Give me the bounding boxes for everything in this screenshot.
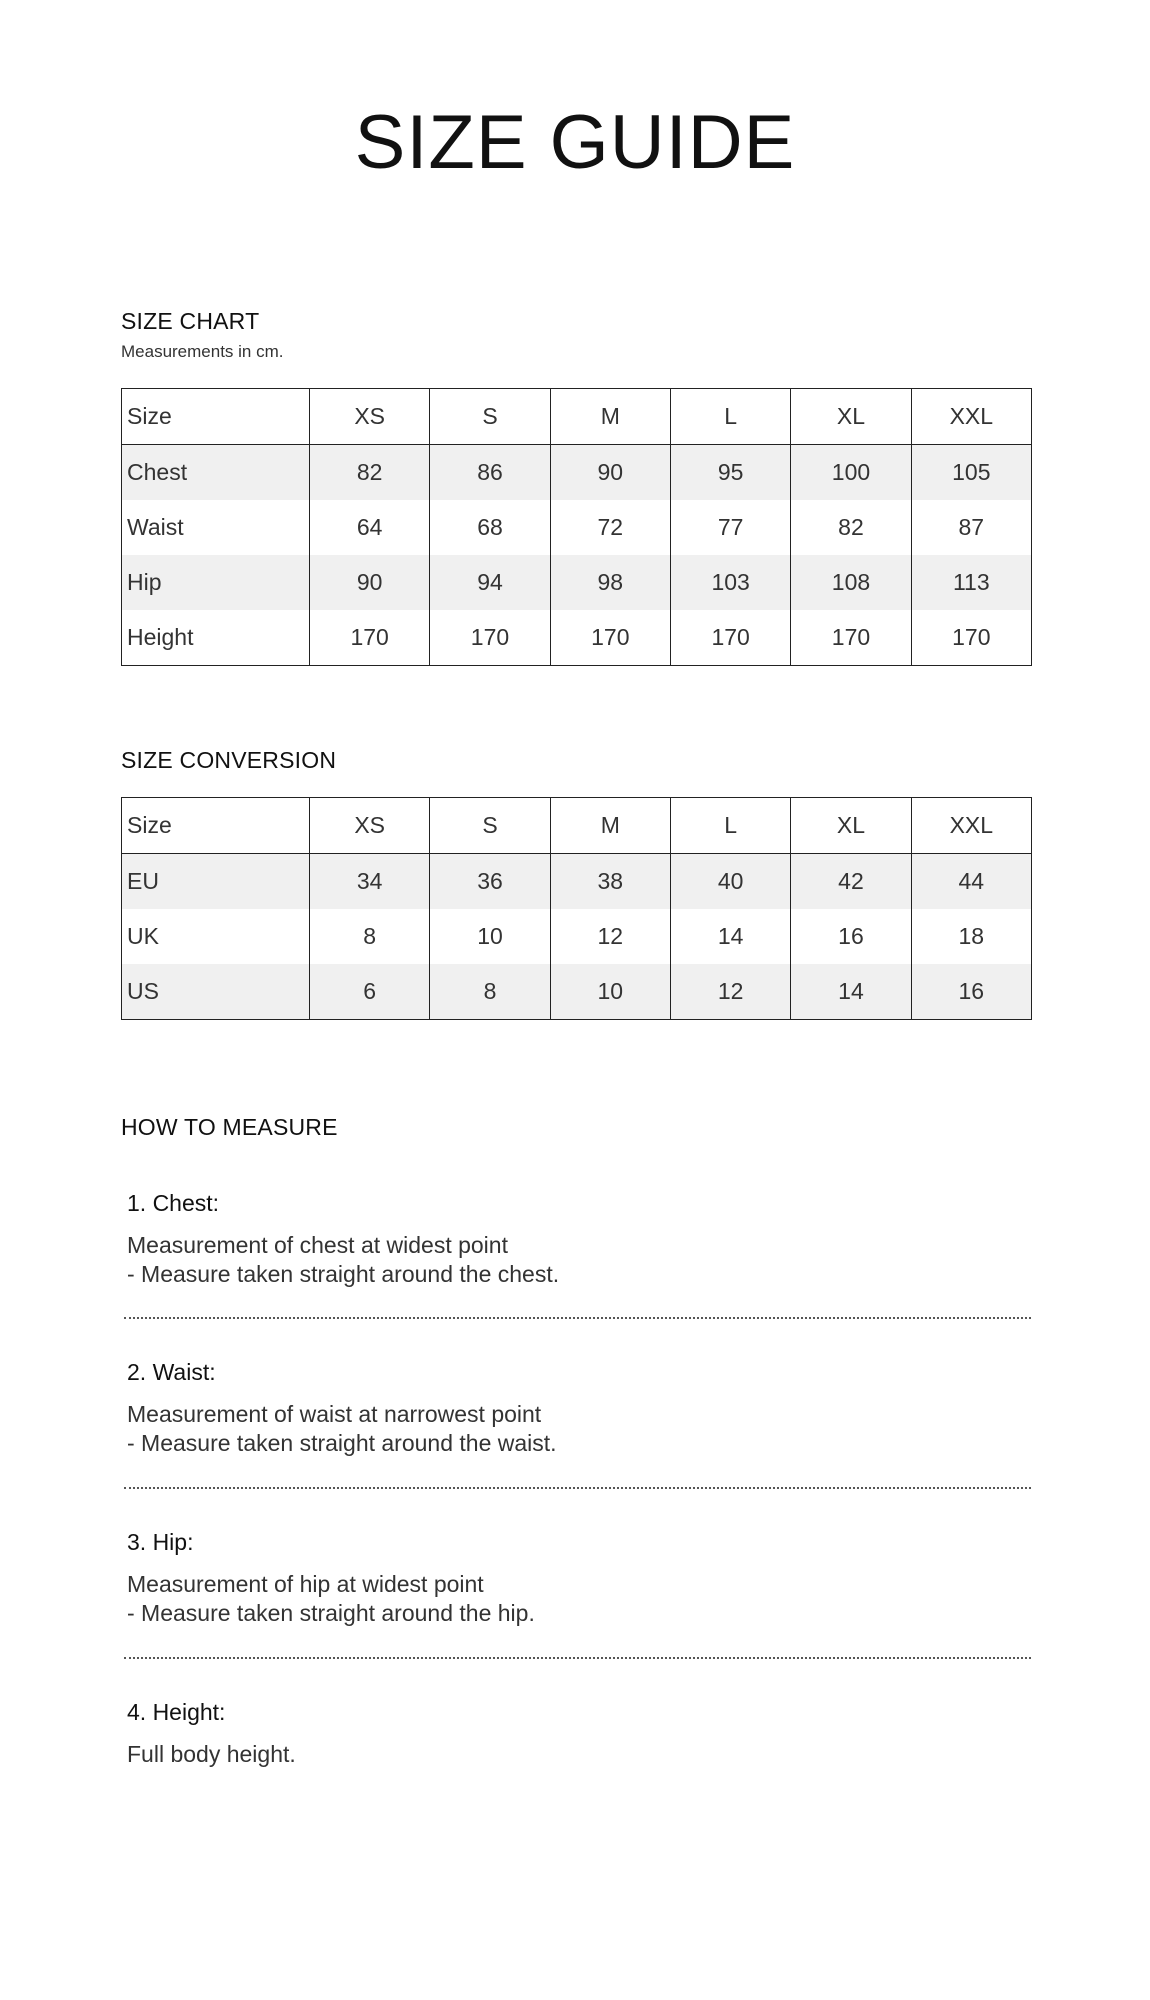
row-label: Height: [122, 610, 310, 666]
size-chart-units: Measurements in cm.: [121, 342, 284, 361]
table-cell: 94: [430, 555, 550, 610]
header-cell: S: [430, 798, 550, 854]
table-cell: 72: [550, 500, 670, 555]
measure-item-hip: [127, 1529, 1033, 1628]
row-label: US: [122, 964, 310, 1020]
table-cell: 64: [310, 500, 430, 555]
table-cell: 170: [670, 610, 790, 666]
measure-description: Measurement of waist at narrowest point: [127, 1401, 542, 1427]
table-cell: 95: [670, 445, 790, 501]
measure-item-waist: [127, 1359, 1033, 1458]
table-cell: 100: [791, 445, 911, 501]
size-chart-title: SIZE CHART: [121, 308, 260, 334]
table-cell: 36: [430, 854, 550, 910]
header-cell: XXL: [911, 798, 1031, 854]
table-cell: 90: [550, 445, 670, 501]
table-cell: 6: [310, 964, 430, 1020]
table-cell: 44: [911, 854, 1031, 910]
header-cell: XL: [791, 798, 911, 854]
table-cell: 90: [310, 555, 430, 610]
table-header-row: [122, 798, 1032, 854]
table-row: [122, 555, 1032, 610]
table-cell: 16: [911, 964, 1031, 1020]
table-cell: 82: [310, 445, 430, 501]
table-cell: 98: [550, 555, 670, 610]
table-row: [122, 610, 1032, 666]
header-cell: XXL: [911, 389, 1031, 445]
measure-description: Measurement of chest at widest point: [127, 1232, 508, 1258]
table-cell: 86: [430, 445, 550, 501]
header-cell: Size: [122, 798, 310, 854]
table-cell: 10: [430, 909, 550, 964]
table-cell: 42: [791, 854, 911, 910]
header-cell: XS: [310, 389, 430, 445]
measure-note: - Measure taken straight around the hip.: [127, 1600, 535, 1626]
table-cell: 14: [791, 964, 911, 1020]
table-cell: 113: [911, 555, 1031, 610]
table-header-row: [122, 389, 1032, 445]
measure-heading: 1. Chest:: [127, 1190, 220, 1216]
header-cell: XS: [310, 798, 430, 854]
table-cell: 77: [670, 500, 790, 555]
size-conversion-title: SIZE CONVERSION: [121, 747, 337, 773]
header-cell: L: [670, 798, 790, 854]
measure-heading: 4. Height:: [127, 1699, 226, 1725]
table-cell: 40: [670, 854, 790, 910]
measure-heading: 2. Waist:: [127, 1359, 216, 1385]
table-cell: 18: [911, 909, 1031, 964]
measure-description: Measurement of hip at widest point: [127, 1571, 484, 1597]
row-label: Chest: [122, 445, 310, 501]
table-cell: 14: [670, 909, 790, 964]
header-cell: L: [670, 389, 790, 445]
measure-note: - Measure taken straight around the waist.: [127, 1430, 557, 1456]
table-cell: 170: [791, 610, 911, 666]
table-cell: 34: [310, 854, 430, 910]
table-cell: 170: [550, 610, 670, 666]
table-cell: 16: [791, 909, 911, 964]
table-cell: 82: [791, 500, 911, 555]
page-title: SIZE GUIDE: [354, 100, 796, 185]
table-cell: 68: [430, 500, 550, 555]
table-cell: 105: [911, 445, 1031, 501]
table-cell: 12: [550, 909, 670, 964]
header-cell: S: [430, 389, 550, 445]
table-row: [122, 964, 1032, 1020]
table-row: [122, 445, 1032, 501]
row-label: UK: [122, 909, 310, 964]
header-cell: XL: [791, 389, 911, 445]
measure-item-chest: [127, 1190, 1033, 1289]
size-chart-table: [121, 388, 1032, 666]
table-cell: 87: [911, 500, 1031, 555]
table-cell: 10: [550, 964, 670, 1020]
measure-note: - Measure taken straight around the chest.: [127, 1261, 560, 1287]
table-cell: 8: [430, 964, 550, 1020]
how-to-measure-title: HOW TO MEASURE: [121, 1114, 338, 1140]
table-cell: 8: [310, 909, 430, 964]
table-cell: 170: [310, 610, 430, 666]
table-cell: 170: [430, 610, 550, 666]
table-cell: 12: [670, 964, 790, 1020]
measure-description: Full body height.: [127, 1741, 296, 1767]
size-conversion-table: [121, 797, 1032, 1020]
dotted-divider: [124, 1317, 1031, 1319]
header-cell: M: [550, 798, 670, 854]
table-cell: 38: [550, 854, 670, 910]
table-row: [122, 854, 1032, 910]
table-cell: 108: [791, 555, 911, 610]
measure-item-height: [127, 1699, 1033, 1769]
table-row: [122, 909, 1032, 964]
header-cell: M: [550, 389, 670, 445]
measure-heading: 3. Hip:: [127, 1529, 194, 1555]
row-label: Waist: [122, 500, 310, 555]
table-cell: 103: [670, 555, 790, 610]
row-label: Hip: [122, 555, 310, 610]
row-label: EU: [122, 854, 310, 910]
table-cell: 170: [911, 610, 1031, 666]
dotted-divider: [124, 1487, 1031, 1489]
dotted-divider: [124, 1657, 1031, 1659]
header-cell: Size: [122, 389, 310, 445]
table-row: [122, 500, 1032, 555]
